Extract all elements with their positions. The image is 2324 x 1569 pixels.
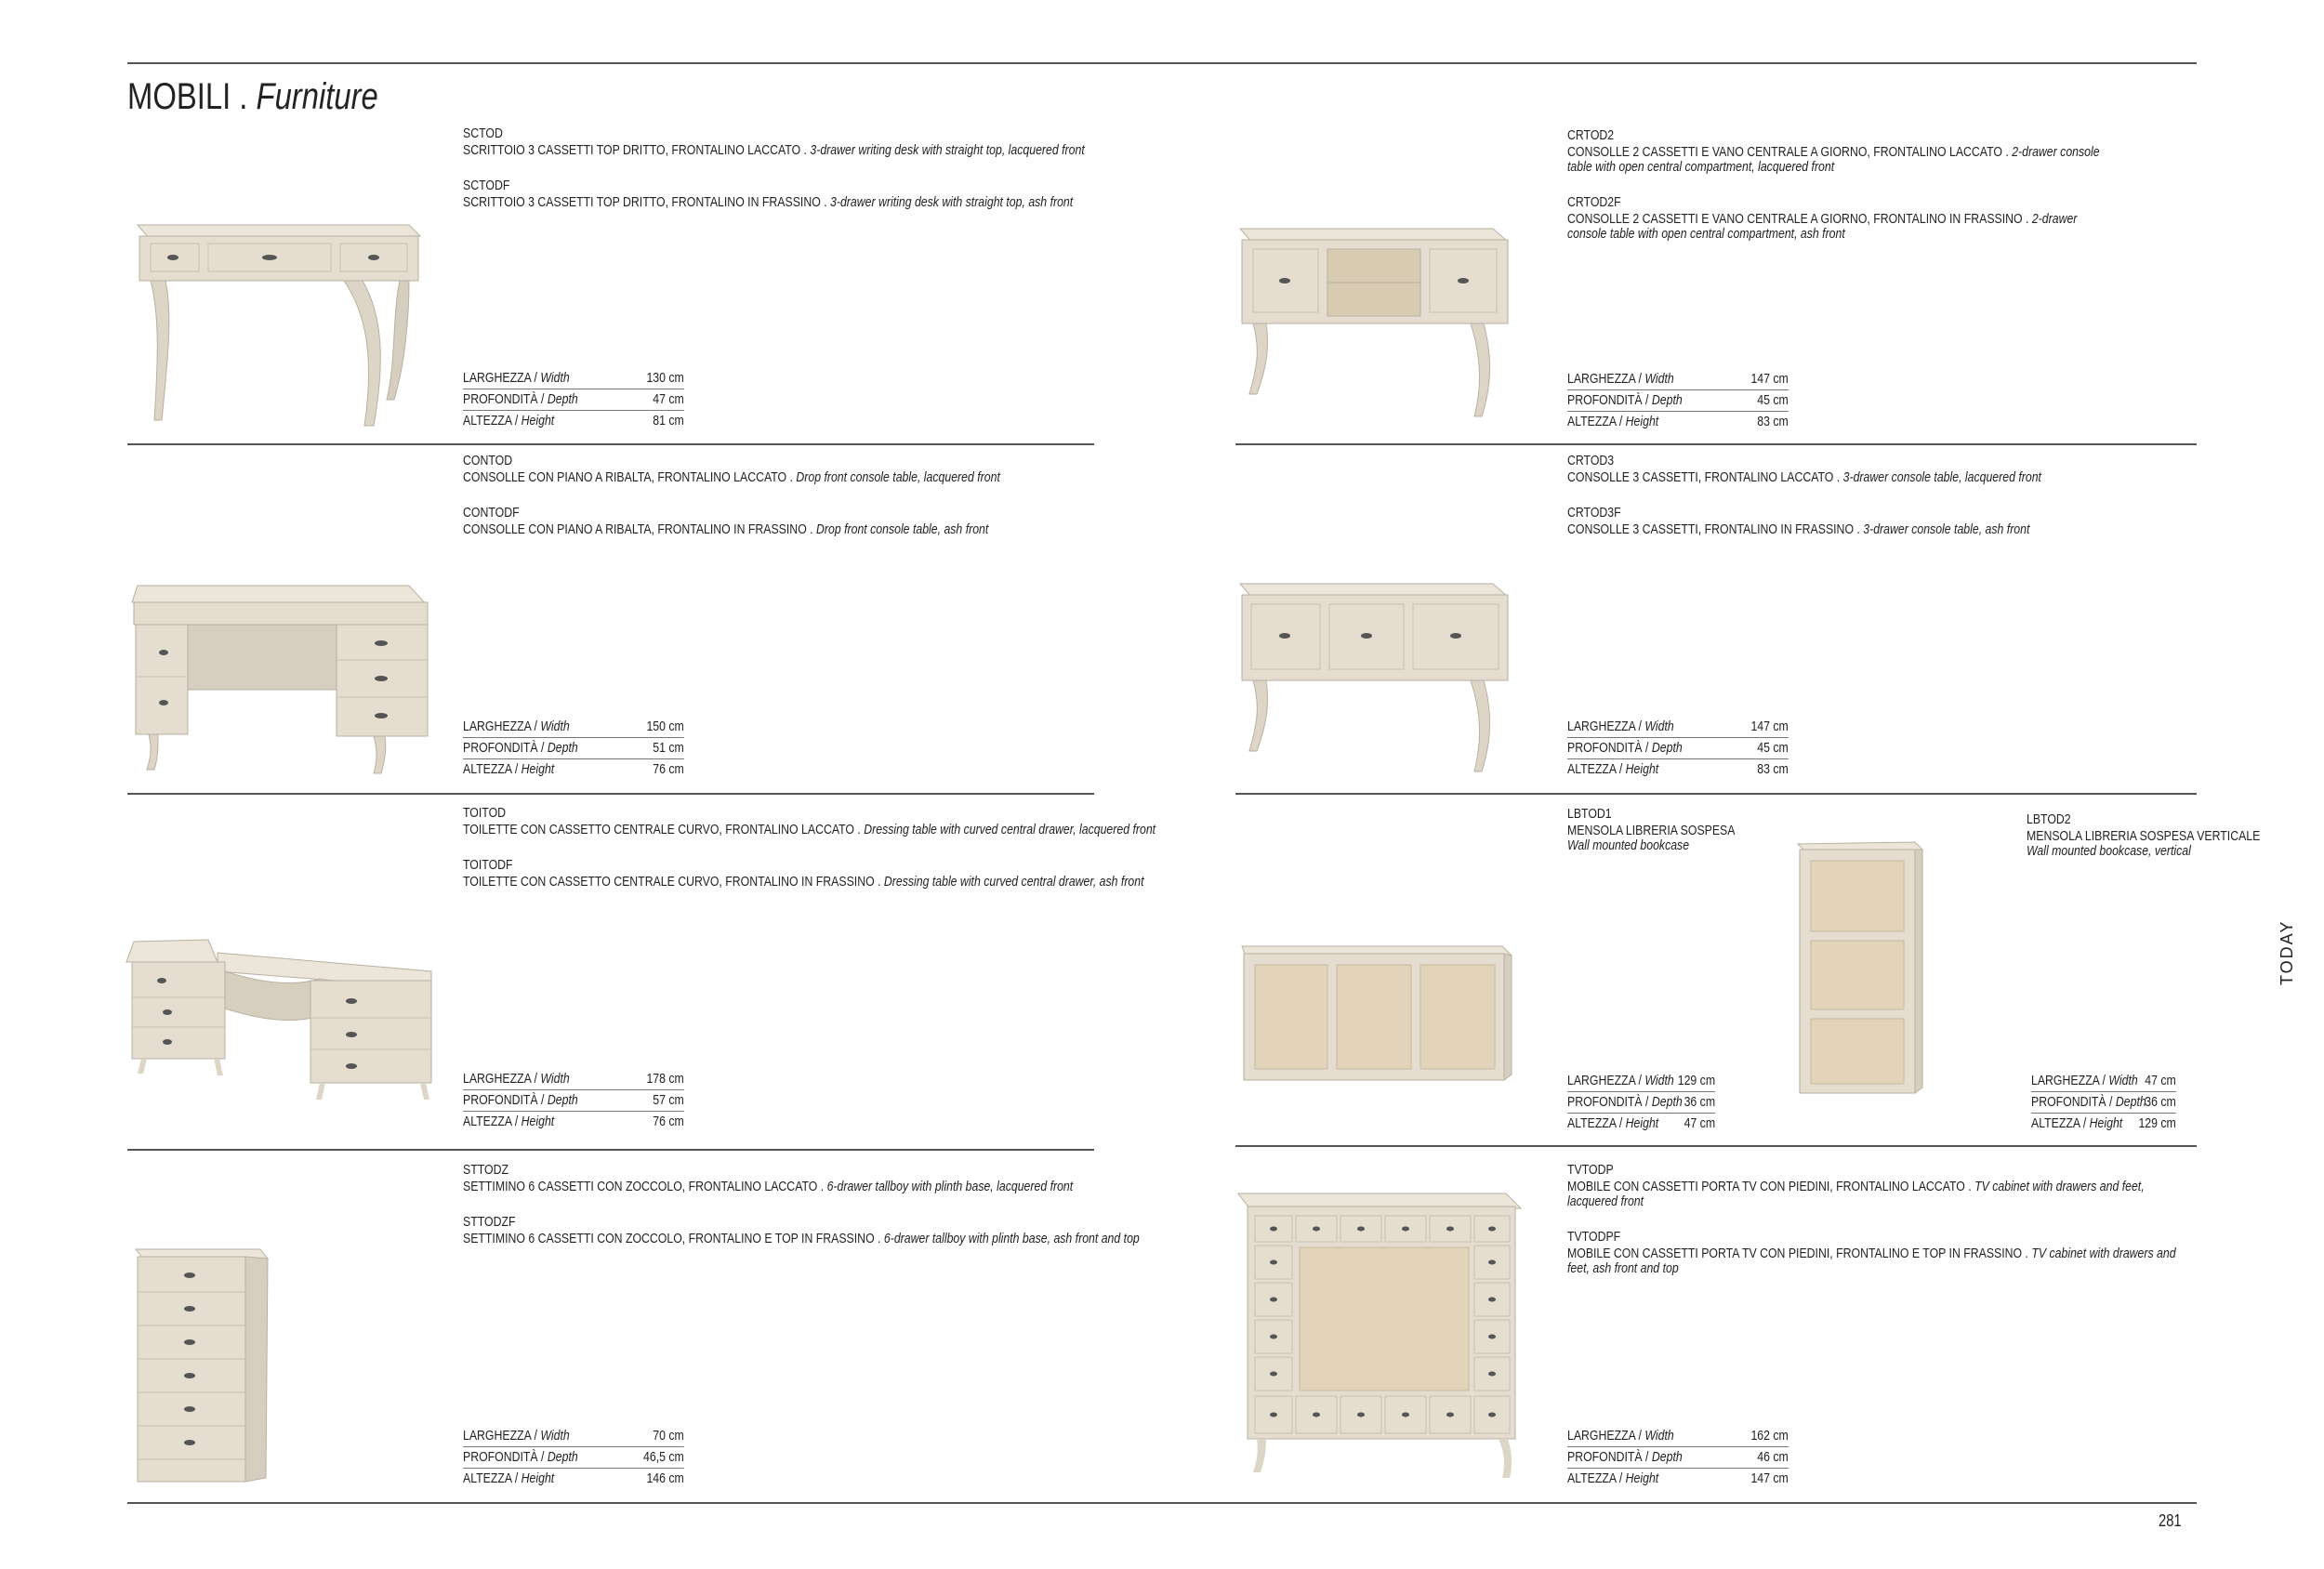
width-row: LARGHEZZA / Width 47 cm (2031, 1071, 2176, 1092)
product-description: MOBILE CON CASSETTI PORTA TV CON PIEDINI, FRONTALINO E TOP IN FRASSINO . TV cabinet with drawers and feet, ash front and top (1567, 1246, 2176, 1276)
product-description: CONSOLLE 3 CASSETTI, FRONTALINO IN FRASSINO . 3-drawer console table, ash front (1567, 521, 2030, 537)
dimensions-table (463, 1426, 684, 1490)
width-row: LARGHEZZA / Width 129 cm (1567, 1071, 1715, 1092)
depth-row: PROFONDITÀ / Depth 36 cm (1567, 1092, 1715, 1114)
height-row: ALTEZZA / Height 47 cm (1567, 1115, 1716, 1131)
tallboy-image (132, 1244, 271, 1490)
product-description: Wall mounted bookcase (1567, 837, 1690, 853)
product-code: CONTODF (463, 505, 520, 521)
product-text (1567, 807, 1735, 853)
section-rule (1235, 793, 2197, 795)
product-description: TOILETTE CON CASSETTO CENTRALE CURVO, FRONTALINO IN FRASSINO . Dressing table with curved central drawer, ash front (463, 874, 1144, 890)
height-row: ALTEZZA / Height 146 cm (463, 1470, 684, 1486)
section-rule (1235, 1145, 2197, 1147)
wall-bookcase-image (1238, 939, 1513, 1084)
dimensions-table (463, 1069, 684, 1133)
writing-desk-image (130, 214, 428, 432)
product-description: CONSOLLE CON PIANO A RIBALTA, FRONTALINO IN FRASSINO . Drop front console table, ash front (463, 521, 989, 537)
page-number: 281 (2159, 1511, 2182, 1530)
product-code: STTODZ (463, 1162, 508, 1178)
depth-row: PROFONDITÀ / Depth 36 cm (2031, 1092, 2176, 1114)
depth-row: PROFONDITÀ / Depth 45 cm (1567, 390, 1789, 412)
dimensions-table (463, 717, 684, 781)
section-rule (127, 1149, 1094, 1151)
width-row: LARGHEZZA / Width 130 cm (463, 368, 684, 389)
height-row: ALTEZZA / Height 76 cm (463, 1114, 684, 1129)
product-description: SETTIMINO 6 CASSETTI CON ZOCCOLO, FRONTALINO LACCATO . 6-drawer tallboy with plinth base, lacquered front (463, 1179, 1074, 1194)
width-row: LARGHEZZA / Width 70 cm (463, 1426, 684, 1447)
product-description: SCRITTOIO 3 CASSETTI TOP DRITTO, FRONTALINO IN FRASSINO . 3-drawer writing desk with straight top, ash front (463, 194, 1074, 210)
section-rule (127, 1502, 2197, 1504)
product-description: CONSOLLE 2 CASSETTI E VANO CENTRALE A GIORNO, FRONTALINO IN FRASSINO . 2-drawer console table with open central compartment, ash front (1567, 211, 2078, 242)
product-code: CONTOD (463, 453, 513, 468)
product-code: STTODZF (463, 1214, 516, 1230)
product-text (1567, 128, 2116, 242)
product-description: MENSOLA LIBRERIA SOSPESA (1567, 823, 1736, 838)
product-description: CONSOLLE CON PIANO A RIBALTA, FRONTALINO LACCATO . Drop front console table, lacquered front (463, 469, 1000, 485)
depth-row: PROFONDITÀ / Depth 46,5 cm (463, 1447, 684, 1469)
width-row: LARGHEZZA / Width 178 cm (463, 1069, 684, 1090)
product-text (463, 126, 1085, 210)
top-rule (127, 62, 2197, 64)
product-text (463, 806, 1155, 890)
product-code: LBTOD2 (2027, 811, 2071, 827)
product-code: CRTOD3F (1567, 505, 1621, 521)
section-rule (127, 443, 1094, 445)
depth-row: PROFONDITÀ / Depth 47 cm (463, 389, 684, 411)
product-code: CRTOD2F (1567, 194, 1621, 210)
vertical-bookcase-image (1798, 838, 1928, 1097)
drop-front-console-image (130, 567, 437, 781)
product-code: TVTODPF (1567, 1229, 1621, 1245)
dimensions-table (1567, 369, 1789, 433)
collection-side-label: TODAY (2278, 919, 2296, 985)
product-text (463, 454, 1000, 537)
dimensions-table (1567, 717, 1789, 781)
height-row: ALTEZZA / Height 81 cm (463, 413, 684, 429)
product-description: TOILETTE CON CASSETTO CENTRALE CURVO, FRONTALINO LACCATO . Dressing table with curved central drawer, lacquered front (463, 822, 1156, 837)
dimensions-table (1567, 1071, 1715, 1135)
three-drawer-console-image (1236, 574, 1515, 779)
section-rule (1235, 443, 2197, 445)
product-description: Wall mounted bookcase, vertical (2027, 843, 2191, 859)
product-description: CONSOLLE 2 CASSETTI E VANO CENTRALE A GIORNO, FRONTALINO LACCATO . 2-drawer console table with open central compartment, lacquered front (1567, 144, 2100, 175)
width-row: LARGHEZZA / Width 147 cm (1567, 369, 1789, 390)
product-text (2027, 812, 2260, 859)
depth-row: PROFONDITÀ / Depth 46 cm (1567, 1447, 1789, 1469)
product-text (1567, 1163, 2187, 1276)
tv-cabinet-image (1236, 1190, 1525, 1483)
height-row: ALTEZZA / Height 129 cm (2031, 1115, 2176, 1131)
product-code: CRTOD2 (1567, 127, 1615, 143)
dimensions-table (463, 368, 684, 432)
height-row: ALTEZZA / Height 76 cm (463, 761, 684, 777)
product-code: LBTOD1 (1567, 806, 1612, 822)
product-code: TOITOD (463, 805, 507, 821)
section-rule (127, 793, 1094, 795)
product-code: TOITODF (463, 857, 513, 873)
product-code: SCTODF (463, 178, 510, 193)
product-description: MOBILE CON CASSETTI PORTA TV CON PIEDINI, FRONTALINO LACCATO . TV cabinet with drawers and feet, lacquered front (1567, 1179, 2145, 1209)
width-row: LARGHEZZA / Width 147 cm (1567, 717, 1789, 738)
depth-row: PROFONDITÀ / Depth 57 cm (463, 1090, 684, 1112)
product-text (463, 1163, 1140, 1246)
depth-row: PROFONDITÀ / Depth 45 cm (1567, 738, 1789, 759)
product-code: CRTOD3 (1567, 453, 1615, 468)
height-row: ALTEZZA / Height 83 cm (1567, 761, 1789, 777)
height-row: ALTEZZA / Height 83 cm (1567, 414, 1789, 429)
product-description: SETTIMINO 6 CASSETTI CON ZOCCOLO, FRONTALINO E TOP IN FRASSINO . 6-drawer tallboy with plinth base, ash front and top (463, 1231, 1140, 1246)
product-code: TVTODP (1567, 1162, 1614, 1178)
page-title: MOBILI . Furniture (127, 76, 378, 117)
product-text (1567, 454, 2041, 537)
depth-row: PROFONDITÀ / Depth 51 cm (463, 738, 684, 759)
open-compartment-console-image (1236, 219, 1515, 424)
height-row: ALTEZZA / Height 147 cm (1567, 1470, 1789, 1486)
product-description: SCRITTOIO 3 CASSETTI TOP DRITTO, FRONTALINO LACCATO . 3-drawer writing desk with straight top, lacquered front (463, 142, 1085, 158)
product-description: MENSOLA LIBRERIA SOSPESA VERTICALE (2027, 828, 2261, 844)
width-row: LARGHEZZA / Width 162 cm (1567, 1426, 1789, 1447)
width-row: LARGHEZZA / Width 150 cm (463, 717, 684, 738)
product-code: SCTOD (463, 125, 503, 141)
dressing-table-image (125, 934, 441, 1111)
product-description: CONSOLLE 3 CASSETTI, FRONTALINO LACCATO . 3-drawer console table, lacquered front (1567, 469, 2041, 485)
dimensions-table (2031, 1071, 2176, 1135)
dimensions-table (1567, 1426, 1789, 1490)
